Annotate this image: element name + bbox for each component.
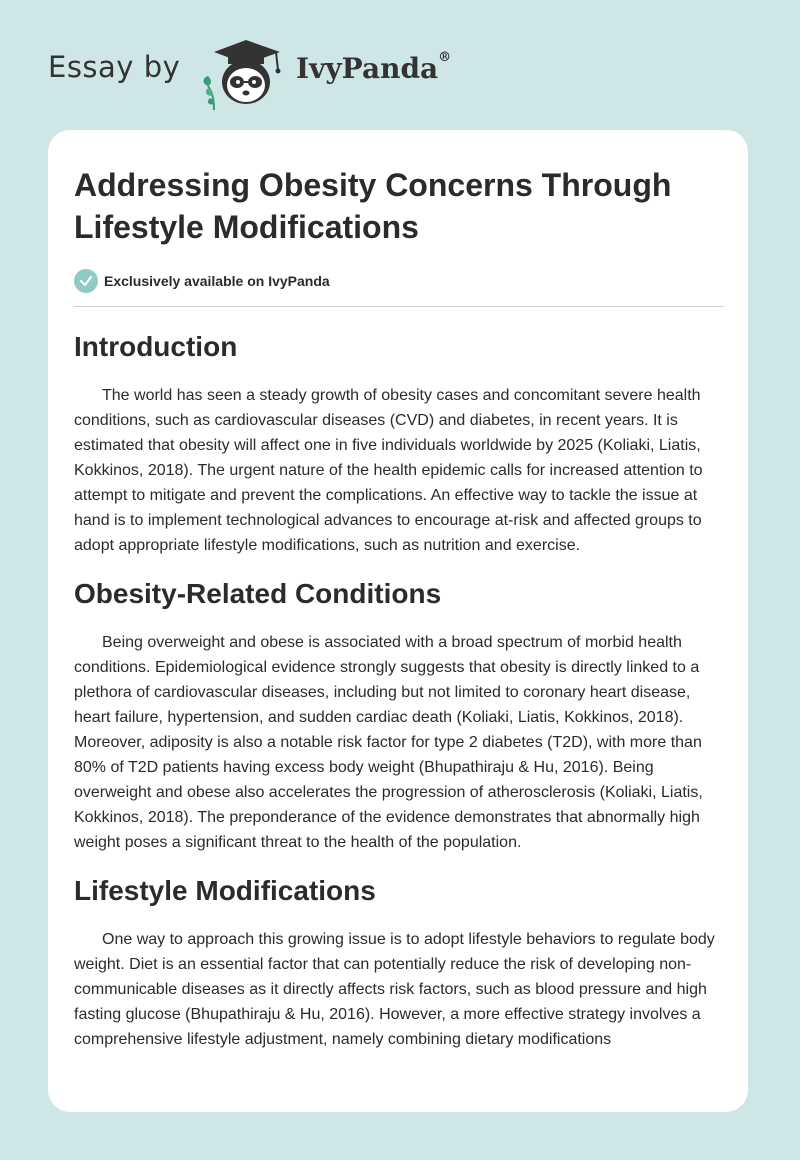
exclusive-badge xyxy=(74,268,724,294)
exclusive-badge-label: Exclusively available on IvyPanda xyxy=(104,273,330,289)
essay-card xyxy=(48,130,748,1112)
essay-by-label: Essay by xyxy=(48,50,181,84)
ivypanda-logo-icon[interactable] xyxy=(200,36,292,110)
essay-title: Addressing Obesity Concerns Through Lifestyle Modifications xyxy=(74,167,672,245)
section-paragraph-obesity-conditions: Being overweight and obese is associated with a broad spectrum of morbid health conditions. Epidemiological evidence strongly suggests that obesity is directly linked to a plethora of cardiovascular diseases, including but not limited to coronary heart disease, heart failure, hypertension, and sudden cardiac death (Koliaki, Liatis, Kokkinos, 2018). Moreover, adiposity is also a notable risk factor for type 2 diabetes (T2D), with more than 80% of T2D patients having excess body weight (Bhupathiraju & Hu, 2016). Being overweight and obese also accelerates the progression of atherosclerosis (Koliaki, Liatis, Kokkinos, 2018). The preponderance of the evidence demonstrates that abnormally high weight poses a significant threat to the health of the population. xyxy=(74,634,703,851)
brand-name[interactable]: IvyPanda® xyxy=(296,50,452,85)
section-heading-lifestyle-modifications: Lifestyle Modifications xyxy=(74,875,376,906)
section-paragraph-lifestyle-modifications: One way to approach this growing issue is to adopt lifestyle behaviors to regulate body weight. Diet is an essential factor that can potentially reduce the risk of developing non-communicable diseases as it directly affects risk factors, such as blood pressure and high fasting glucose (Bhupathiraju & Hu, 2016). However, a more effective strategy involves a comprehensive lifestyle adjustment, namely combining dietary modifications xyxy=(74,931,715,1048)
title-divider xyxy=(74,306,724,307)
section-paragraph-introduction: The world has seen a steady growth of obesity cases and concomitant severe health conditions, such as cardiovascular diseases (CVD) and diabetes, in recent years. It is estimated that obesity will affect one in five individuals worldwide by 2025 (Koliaki, Liatis, Kokkinos, 2018). The urgent nature of the health epidemic calls for increased attention to attempt to mitigate and prevent the complications. An effective way to tackle the issue at hand is to implement technological advances to encourage at-risk and affected groups to adopt appropriate lifestyle modifications, such as nutrition and exercise. xyxy=(74,387,703,554)
site-header xyxy=(0,0,800,130)
section-heading-obesity-conditions: Obesity-Related Conditions xyxy=(74,578,442,609)
check-icon xyxy=(74,269,98,293)
section-heading-introduction: Introduction xyxy=(74,331,238,362)
